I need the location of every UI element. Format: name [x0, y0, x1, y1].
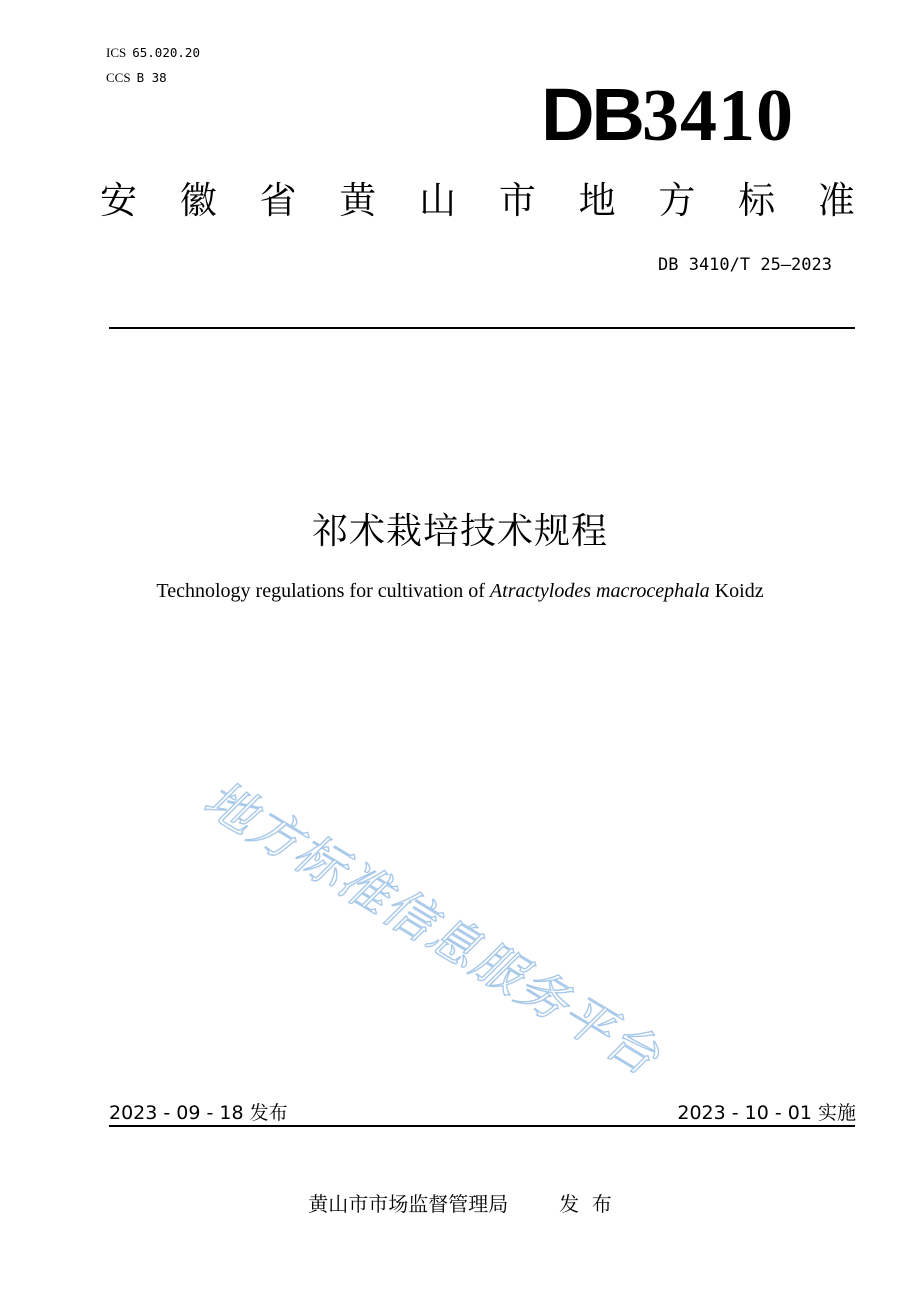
- db-prefix: DB: [541, 73, 642, 156]
- standard-type-char: 徽: [179, 179, 217, 222]
- publisher-line: [0, 1188, 920, 1217]
- title-english: [0, 580, 920, 603]
- publish-word: 发 布: [559, 1192, 612, 1216]
- publisher-name: 黄山市市场监督管理局: [308, 1192, 509, 1216]
- standard-type-char: 地: [578, 179, 616, 222]
- standard-type-char: 安: [100, 179, 137, 222]
- standard-type-char: 准: [817, 179, 855, 222]
- title-english-prefix: Technology regulations for cultivation of: [156, 580, 490, 602]
- standard-type-char: 黄: [339, 179, 377, 222]
- ics-value: 65.020.20: [132, 45, 200, 60]
- standard-type-char: 市: [498, 179, 536, 222]
- ccs-label: CCS: [106, 70, 131, 85]
- ccs-value: B 38: [136, 70, 167, 85]
- top-divider: [109, 327, 855, 329]
- bottom-divider: [109, 1125, 855, 1127]
- ics-label: ICS: [106, 45, 127, 60]
- title-chinese: 祁术栽培技术规程: [311, 511, 608, 552]
- standard-type-char: 山: [419, 179, 457, 222]
- standard-type-char: 方: [658, 179, 696, 222]
- standard-type-char: 标: [738, 179, 776, 222]
- implementation-date: 2023 - 10 - 01 实施: [677, 1102, 856, 1124]
- watermark: 地方标准信息服务平台: [194, 769, 671, 1087]
- ics-code: [106, 45, 200, 62]
- title-english-suffix: Koidz: [709, 580, 764, 602]
- issue-date: 2023 - 09 - 18 发布: [109, 1102, 288, 1124]
- db-number: 3410: [642, 75, 794, 157]
- title-english-species: Atractylodes macrocephala: [489, 580, 710, 602]
- standard-type-heading: [100, 178, 855, 224]
- db-standard-code: [541, 73, 794, 157]
- standard-type-char: 省: [259, 179, 297, 222]
- ccs-code: [106, 70, 167, 87]
- standard-number: DB 3410/T 25—2023: [658, 255, 832, 275]
